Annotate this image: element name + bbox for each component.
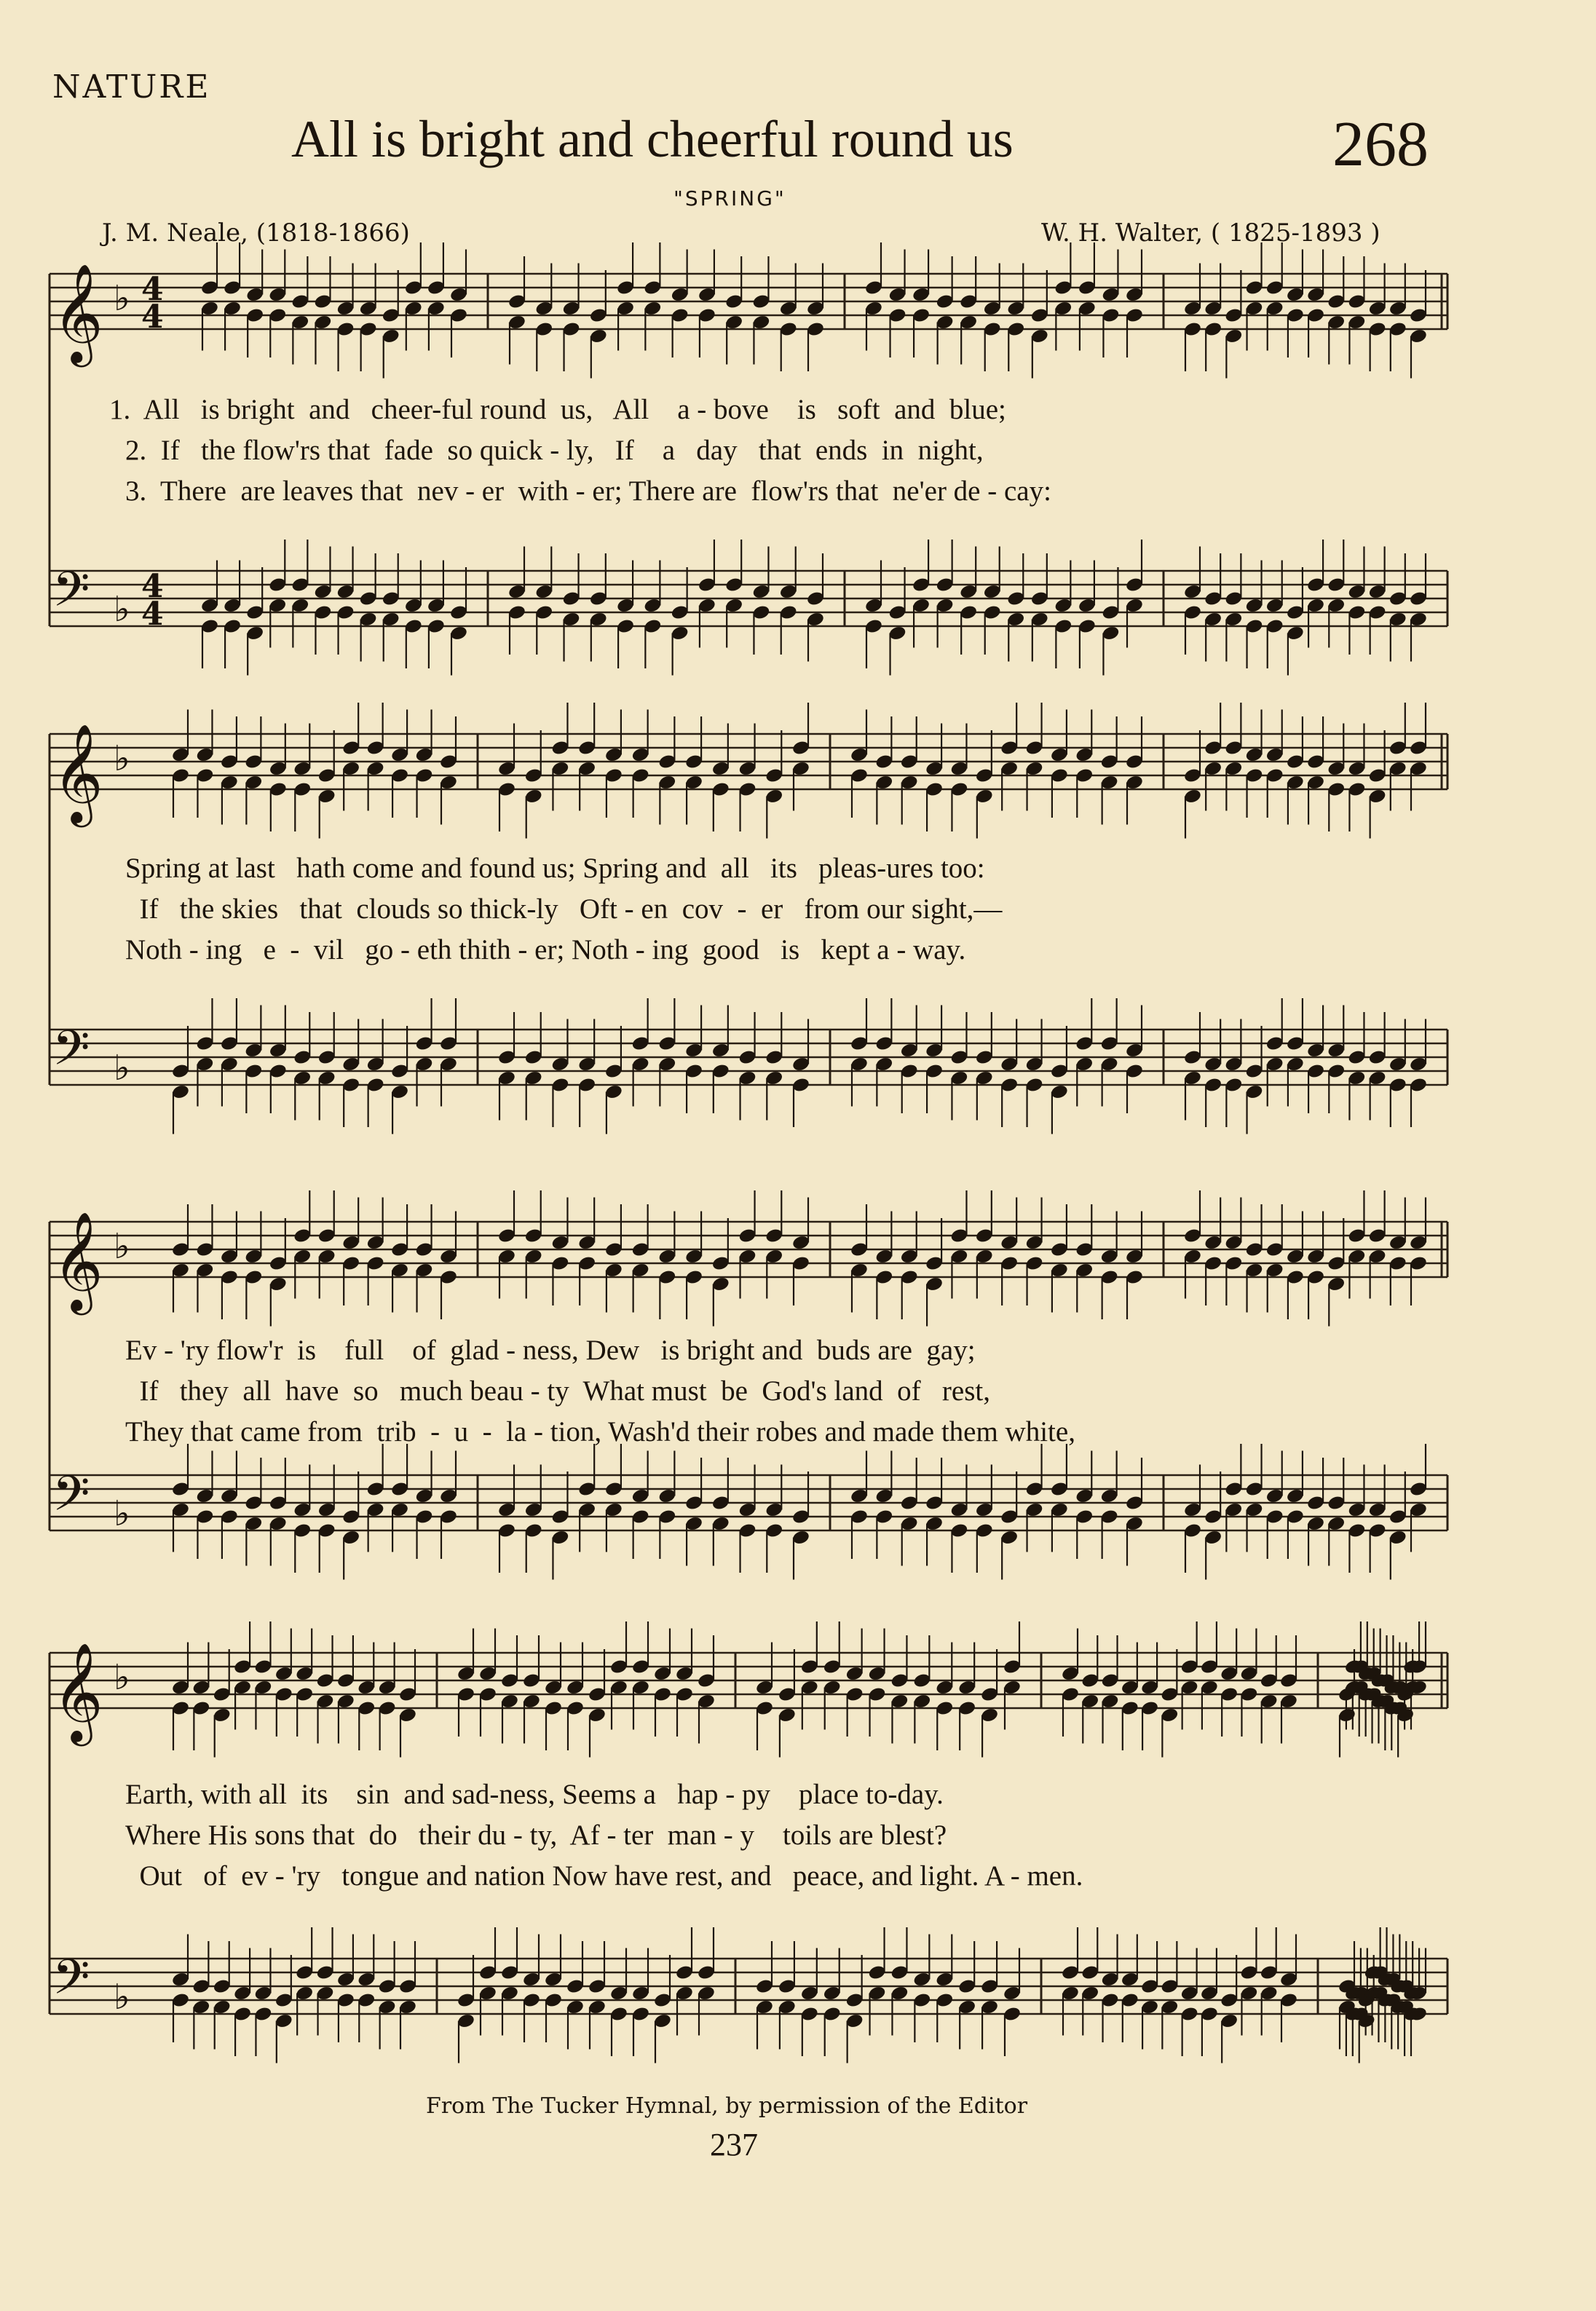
lyric-line: Spring at last hath come and found us; Spring and all its pleas-ures too: [125,853,985,884]
hymn-title: All is bright and cheerful round us [291,110,1014,168]
permission-credit: From The Tucker Hymnal, by permission of the Editor [426,2093,1028,2119]
hymn-number: 268 [1332,109,1429,180]
lyric-line: If the skies that clouds so thick-ly Oft - en cov - er from our sight,— [125,893,1003,925]
lyric-line: If they all have so much beau - ty What must be God's land of rest, [125,1375,990,1407]
treble-clef-icon: 𝄞 [52,1641,103,1742]
key-signature-flat-icon: ♭ [114,1226,130,1267]
key-signature-flat-icon: ♭ [114,1493,130,1534]
time-signature-icon: 4 [141,568,164,605]
bass-clef-icon: 𝄢 [52,1020,90,1088]
lyric-line: Ev - 'ry flow'r is full of glad - ness, Dew is bright and buds are gay; [125,1335,976,1366]
lyric-line: 2. If the flow'rs that fade so quick - ly, If a day that ends in night, [125,435,984,466]
bass-clef-icon: 𝄢 [52,1949,90,2017]
lyric-line: Where His sons that do their du - ty, Af - ter man - y toils are blest? [125,1820,947,1851]
bass-clef-icon: 𝄢 [52,561,90,629]
composer-credit: W. H. Walter, ( 1825-1893 ) [1041,218,1380,248]
key-signature-flat-icon: ♭ [114,1977,130,2018]
key-signature-flat-icon: ♭ [114,738,130,779]
key-signature-flat-icon: ♭ [114,1657,130,1698]
lyricist-credit: J. M. Neale, (1818-1866) [102,218,410,248]
key-signature-flat-icon: ♭ [114,278,130,319]
treble-clef-icon: 𝄞 [52,262,103,363]
lyric-line: 1. All is bright and cheer-ful round us, All a - bove is soft and blue; [109,394,1006,425]
bass-clef-icon: 𝄢 [52,1466,90,1533]
lyric-line: 3. There are leaves that nev - er with - er; There are flow'rs that ne'er de - cay: [125,475,1051,507]
key-signature-flat-icon: ♭ [114,589,130,630]
time-signature-icon: 4 [141,271,164,308]
treble-clef-icon: 𝄞 [52,722,103,823]
time-signature-icon: 4 [141,596,164,633]
lyric-line: Earth, with all its sin and sad-ness, Seems a hap - py place to-day. [125,1779,944,1810]
lyric-line: They that came from trib - u - la - tion, Wash'd their robes and made them white, [125,1416,1075,1447]
time-signature-icon: 4 [141,299,164,336]
section-heading: NATURE [52,68,211,106]
key-signature-flat-icon: ♭ [114,1048,130,1089]
lyric-line: Noth - ing e - vil go - eth thith - er; Noth - ing good is kept a - way. [125,934,966,965]
treble-clef-icon: 𝄞 [52,1210,103,1311]
page-number: 237 [710,2127,758,2162]
tune-name: "SPRING" [673,186,786,210]
lyric-line: Out of ev - 'ry tongue and nation Now have rest, and peace, and light. A - men. [125,1860,1083,1892]
